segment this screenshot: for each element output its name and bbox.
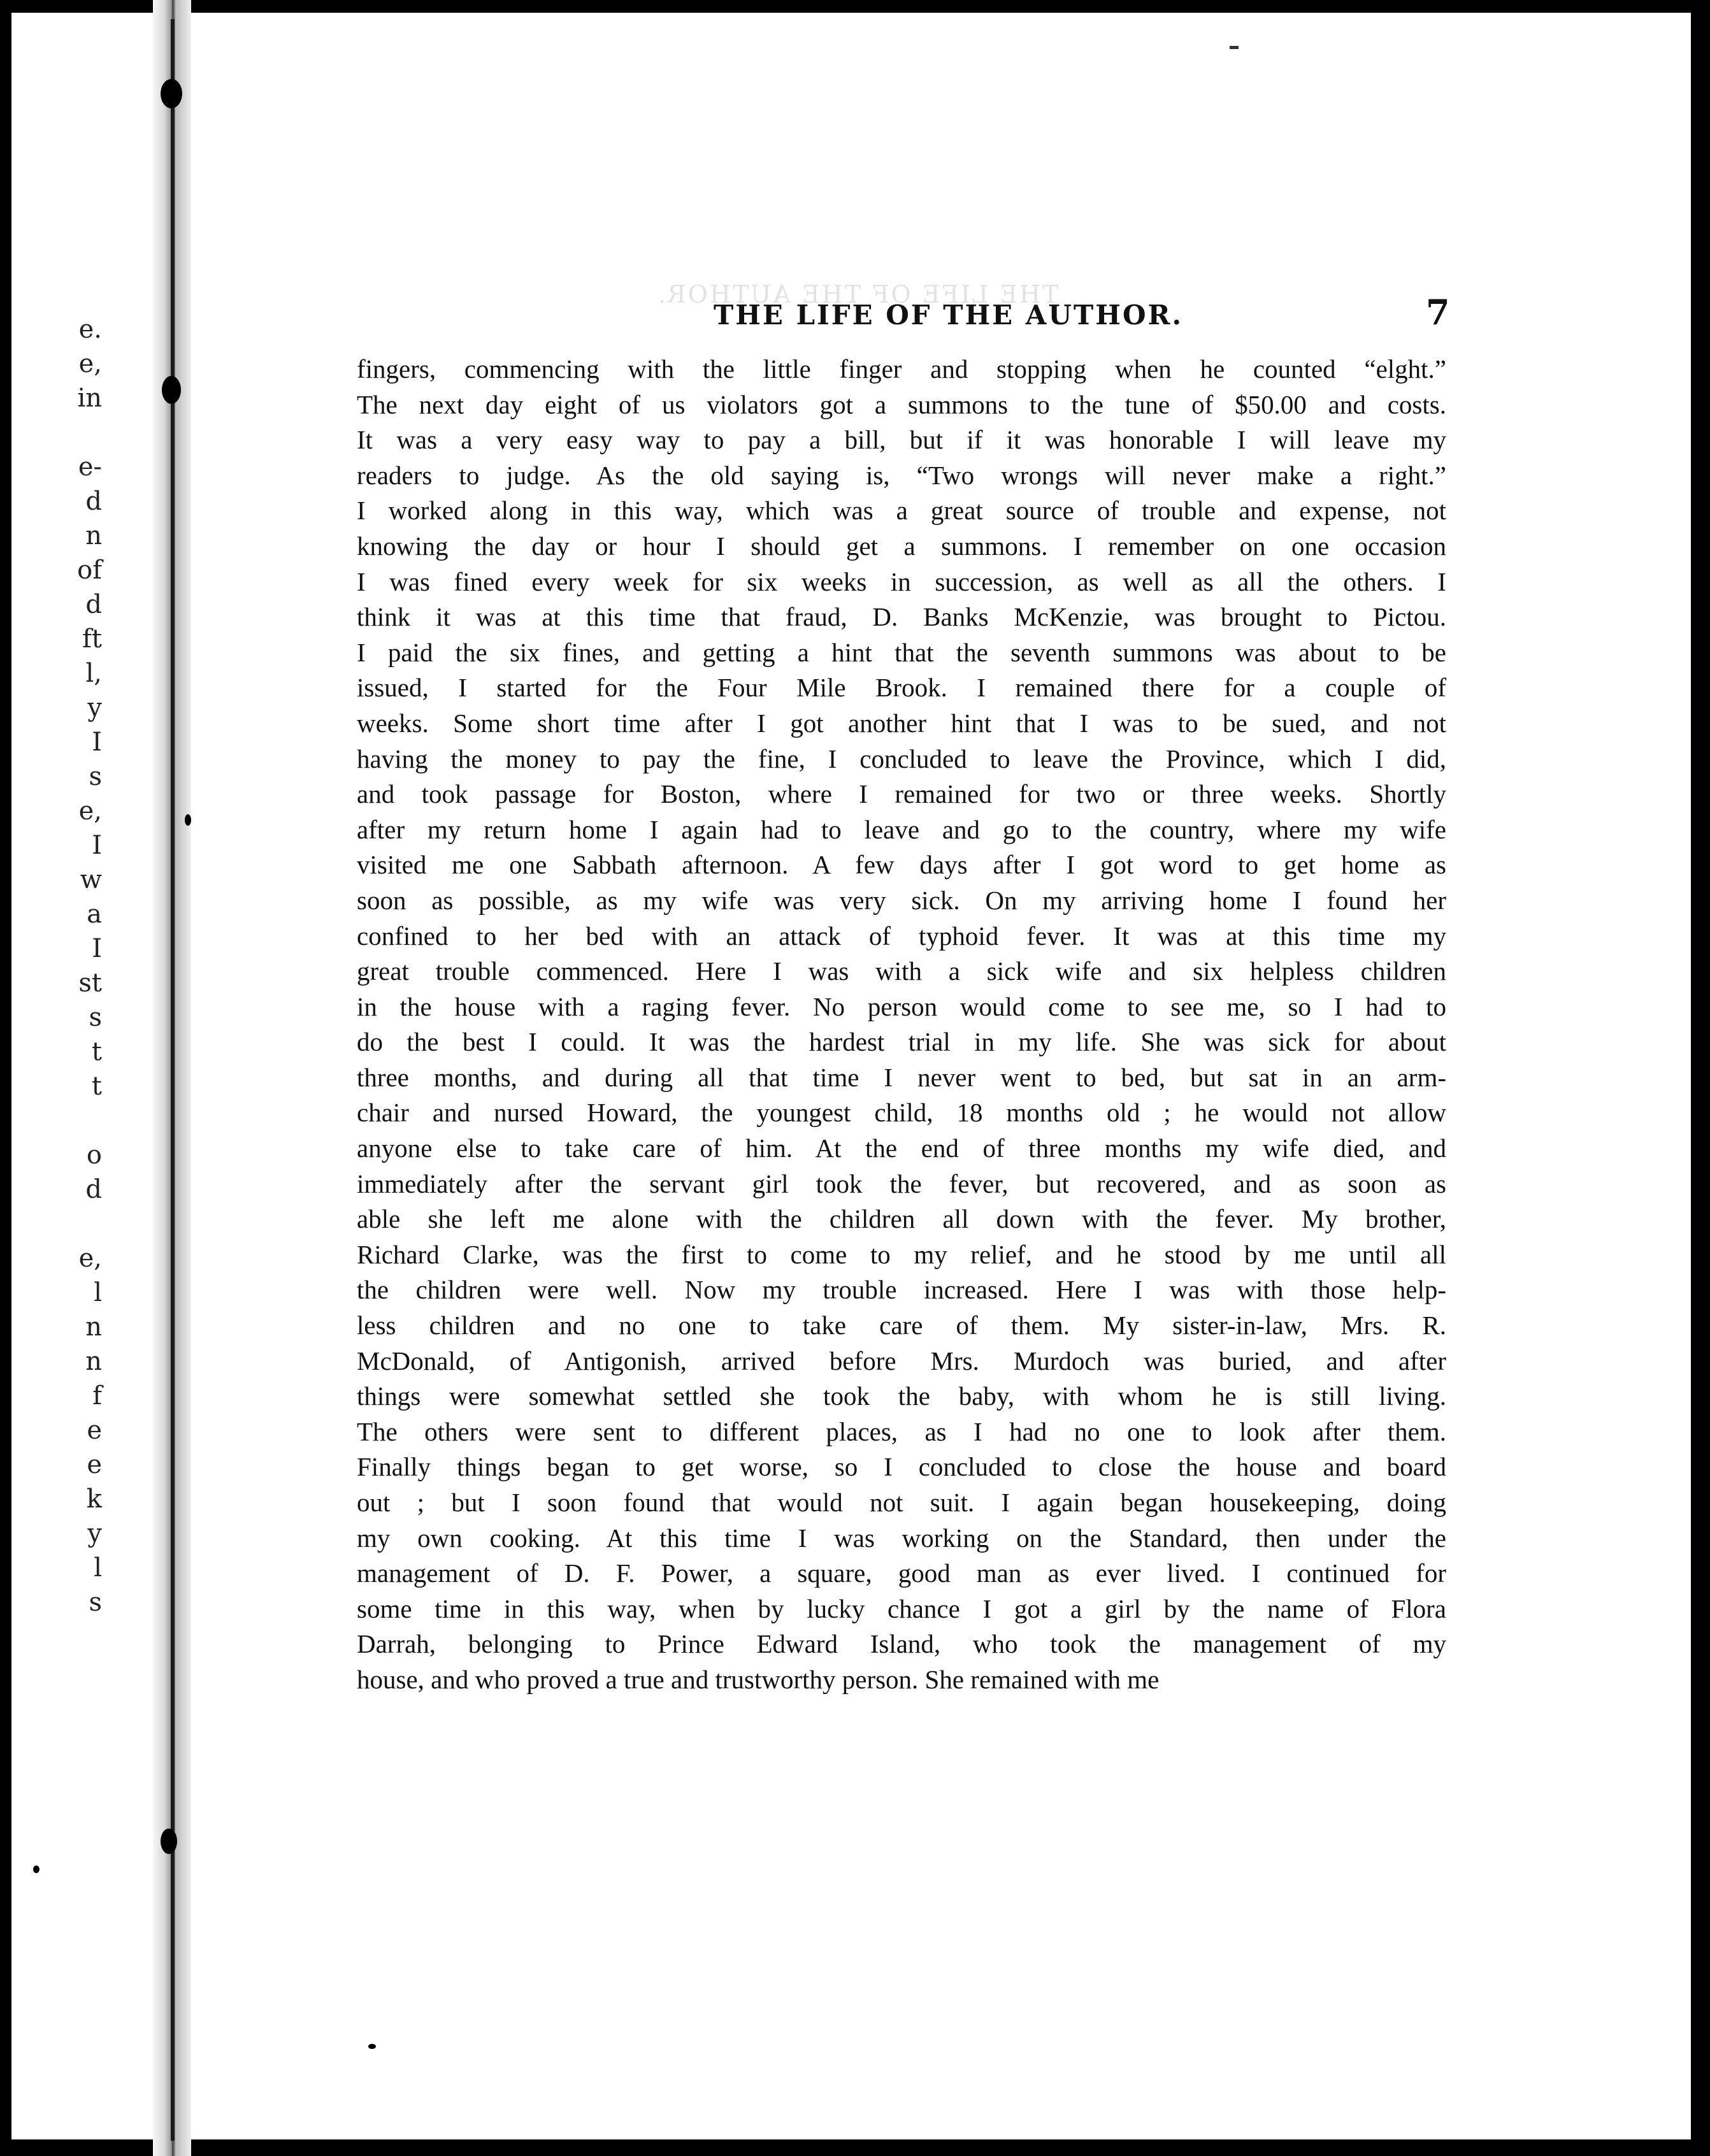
text-line: visited me one Sabbath afternoon. A few days after I got word to get home as bbox=[357, 850, 1446, 880]
facing-page-fragment: t bbox=[91, 1037, 102, 1067]
text-line: McDonald, of Antigonish, arrived before Mrs. Murdoch was buried, and after bbox=[357, 1346, 1446, 1376]
page-number: 7 bbox=[1426, 292, 1450, 333]
text-line: able she left me alone with the children all down with the fever. My brother, bbox=[357, 1204, 1446, 1234]
text-line: It was a very easy way to pay a bill, but if it was honorable I will leave my bbox=[357, 425, 1446, 455]
scan-border-left bbox=[0, 0, 11, 2156]
facing-page-fragment: e bbox=[87, 1450, 102, 1479]
facing-page-fragment: st bbox=[78, 968, 102, 998]
text-line: issued, I started for the Four Mile Brook. I remained there for a couple of bbox=[357, 673, 1446, 703]
ink-speck bbox=[33, 1865, 40, 1873]
show-through-running-head: THE LIFE OF THE AUTHOR. bbox=[656, 280, 1059, 308]
text-line: great trouble commenced. Here I was with a sick wife and six helpless children bbox=[357, 956, 1446, 986]
facing-page-fragment: s bbox=[89, 1588, 102, 1617]
facing-page-fragment: of bbox=[77, 556, 102, 585]
text-line: three months, and during all that time I never went to bed, but sat in an arm- bbox=[357, 1062, 1446, 1092]
running-head: THE LIFE OF THE AUTHOR. bbox=[714, 299, 1184, 331]
facing-page-fragment: s bbox=[89, 762, 102, 791]
text-line: do the best I could. It was the hardest trial in my life. She was sick for about bbox=[357, 1027, 1446, 1057]
text-line: Darrah, belonging to Prince Edward Island, who took the management of my bbox=[357, 1629, 1446, 1659]
text-line: fingers, commencing with the little finger and stopping when he counted “elght.” bbox=[357, 354, 1446, 384]
text-line: in the house with a raging fever. No person would come to see me, so I had to bbox=[357, 991, 1446, 1021]
text-line: after my return home I again had to leave and go to the country, where my wife bbox=[357, 814, 1446, 844]
text-line: I worked along in this way, which was a great source of trouble and expense, not bbox=[357, 496, 1446, 526]
facing-page-fragment: d bbox=[85, 1175, 102, 1204]
facing-page-fragment: e bbox=[87, 1416, 102, 1445]
facing-page-fragment: n bbox=[85, 521, 102, 550]
text-line: Finally things began to get worse, so I concluded to close the house and board bbox=[357, 1452, 1446, 1482]
facing-page-fragment: I bbox=[92, 728, 102, 757]
facing-page-fragment bbox=[25, 415, 102, 450]
text-line: house, and who proved a true and trustworthy person. She remained with me bbox=[357, 1664, 1160, 1694]
facing-page-fragment: l bbox=[94, 1553, 102, 1583]
body-text bbox=[357, 352, 1446, 1698]
facing-page-fragment: t bbox=[91, 1072, 102, 1101]
text-line: management of D. F. Power, a square, good man as ever lived. I continued for bbox=[357, 1558, 1446, 1588]
text-line: some time in this way, when by lucky chance I got a girl by the name of Flora bbox=[357, 1593, 1446, 1623]
ink-speck bbox=[185, 814, 191, 826]
facing-page-fragment: e- bbox=[78, 452, 102, 482]
facing-page-fragment: e. bbox=[78, 315, 102, 344]
facing-page-fragment: l, bbox=[85, 659, 102, 688]
facing-page-fragment: e, bbox=[78, 349, 102, 378]
facing-page-fragment: k bbox=[86, 1484, 102, 1514]
text-line: my own cooking. At this time I was working on the Standard, then under the bbox=[357, 1523, 1446, 1553]
facing-page-fragment: e, bbox=[78, 1244, 102, 1273]
text-line: less children and no one to take care of them. My sister-in-law, Mrs. R. bbox=[357, 1311, 1446, 1340]
binding-line bbox=[171, 19, 175, 2141]
facing-page-fragment: y bbox=[87, 693, 102, 722]
text-line: things were somewhat settled she took the baby, with whom he is still living. bbox=[357, 1381, 1446, 1411]
facing-page-fragment: ft bbox=[82, 624, 102, 654]
facing-page-fragment: f bbox=[92, 1381, 102, 1411]
text-line: weeks. Some short time after I got another hint that I was to be sued, and not bbox=[357, 708, 1446, 738]
text-line: immediately after the servant girl took the fever, but recovered, and as soon as bbox=[357, 1168, 1446, 1198]
text-line: knowing the day or hour I should get a summons. I remember on one occasion bbox=[357, 531, 1446, 561]
facing-page-fragment bbox=[25, 1207, 102, 1241]
ink-blot bbox=[162, 376, 181, 404]
text-line: The next day eight of us violators got a summons to the tune of $50.00 and costs. bbox=[357, 389, 1446, 419]
text-line: I paid the six fines, and getting a hint that the seventh summons was about to be bbox=[357, 637, 1446, 667]
facing-page-fragment: n bbox=[85, 1347, 102, 1376]
facing-page-fragment: n bbox=[85, 1312, 102, 1342]
ink-dash-mark bbox=[1230, 46, 1239, 49]
text-line: confined to her bed with an attack of typhoid fever. It was at this time my bbox=[357, 921, 1446, 951]
text-line: readers to judge. As the old saying is, “Two wrongs will never make a right.” bbox=[357, 460, 1446, 490]
scan-border-top bbox=[0, 0, 1710, 13]
text-line: I was fined every week for six weeks in succession, as well as all the others. I bbox=[357, 566, 1446, 596]
text-line: Richard Clarke, was the first to come to my relief, and he stood by me until all bbox=[357, 1239, 1446, 1269]
text-line: anyone else to take care of him. At the end of three months my wife died, and bbox=[357, 1133, 1446, 1163]
scan-border-bottom bbox=[0, 2139, 1710, 2156]
facing-page-fragment: s bbox=[89, 1003, 102, 1032]
ink-blot bbox=[161, 1829, 177, 1854]
text-line: the children were well. Now my trouble increased. Here I was with those help- bbox=[357, 1275, 1446, 1305]
facing-page-fragment: a bbox=[87, 900, 102, 929]
facing-page-fragment: e, bbox=[78, 796, 102, 826]
text-line: The others were sent to different places, as I had no one to look after them. bbox=[357, 1416, 1446, 1446]
facing-page-fragment: in bbox=[77, 384, 102, 413]
facing-page-fragment: d bbox=[85, 487, 102, 516]
text-line: having the money to pay the fine, I concluded to leave the Province, which I did, bbox=[357, 744, 1446, 773]
text-line: chair and nursed Howard, the youngest child, 18 months old ; he would not allow bbox=[357, 1098, 1446, 1128]
facing-page-fragment: I bbox=[92, 934, 102, 963]
ink-speck bbox=[368, 2044, 376, 2049]
text-line: soon as possible, as my wife was very sick. On my arriving home I found her bbox=[357, 885, 1446, 915]
facing-page-fragments bbox=[25, 312, 102, 1620]
facing-page-fragment: I bbox=[92, 831, 102, 860]
text-line: think it was at this time that fraud, D. Banks McKenzie, was brought to Pictou. bbox=[357, 602, 1446, 632]
ink-blot bbox=[161, 79, 182, 108]
facing-page-fragment: d bbox=[85, 590, 102, 619]
facing-page-fragment: o bbox=[86, 1140, 102, 1170]
scan-border-right bbox=[1691, 0, 1710, 2156]
text-line: out ; but I soon found that would not suit. I again began housekeeping, doing bbox=[357, 1488, 1446, 1517]
facing-page-fragment: y bbox=[87, 1519, 102, 1548]
text-line: and took passage for Boston, where I remained for two or three weeks. Shortly bbox=[357, 779, 1446, 809]
facing-page-fragment: l bbox=[94, 1278, 102, 1307]
facing-page-fragment bbox=[25, 1103, 102, 1138]
facing-page-fragment: w bbox=[80, 865, 102, 895]
